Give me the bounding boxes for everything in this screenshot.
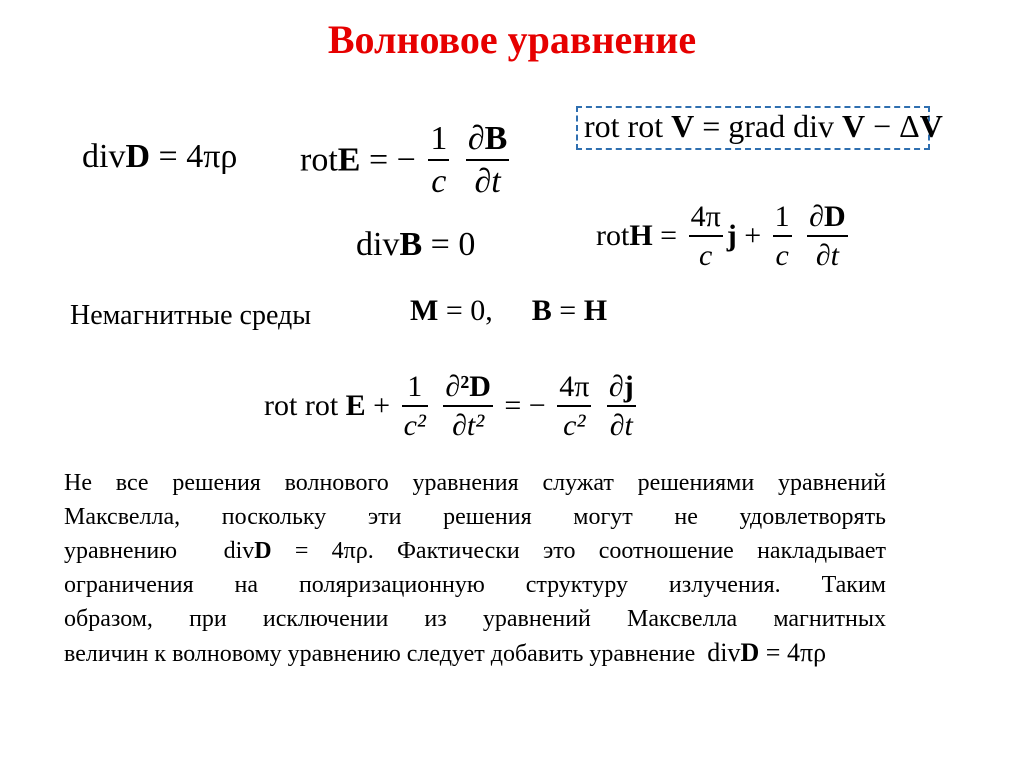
inline-equation-div-d: divD = 4πρ: [223, 538, 368, 564]
paragraph-line-4: ограничения на поляризационную структуру излучения. Таким: [64, 572, 886, 598]
equation-vector-identity: rot rot V = grad div V − ΔV: [584, 108, 943, 144]
explanation-paragraph: [64, 466, 964, 671]
paragraph-line-6: величин к волновому уравнению следует добавить уравнение divD = 4πρ: [64, 638, 827, 667]
equation-nonmagnetic: M = 0, B = H: [410, 294, 608, 327]
paragraph-line-3: уравнению divD = 4πρ. Фактически это соотношение накладывает: [64, 538, 887, 564]
equation-wave: rot rot E + $\frac{1}{\text{c²}}$ $\frac{\text{∂²D}}{\text{∂t²}}$ = − $\frac{4\pi}{\text{c²}}$ $\frac{\partial j}{\partial t}$: [264, 370, 634, 442]
inline-equation-div-d-final: divD = 4πρ: [707, 638, 827, 667]
equation-rot-e: rotE = − $\frac{1}{c}$ $\frac{\partial B}{\partial t}$: [300, 120, 508, 201]
equation-div-d: divD = 4πρ: [82, 138, 238, 175]
paragraph-line-5: образом, при исключении из уравнений Максвелла магнитных: [64, 606, 886, 632]
nonmagnetic-label: Немагнитные среды: [70, 300, 312, 331]
equation-rot-h: rotH = $\frac{4\pi}{c}$ j + $\frac{1}{c}$ $\frac{\partial D}{\partial t}$: [596, 200, 846, 272]
equation-div-b: divB = 0: [356, 226, 476, 263]
paragraph-line-1: Не все решения волнового уравнения служат решениями уравнений: [64, 470, 886, 496]
slide-title: Волновое уравнение: [327, 17, 697, 62]
paragraph-line-2: Максвелла, поскольку эти решения могут не удовлетворять: [64, 504, 886, 530]
